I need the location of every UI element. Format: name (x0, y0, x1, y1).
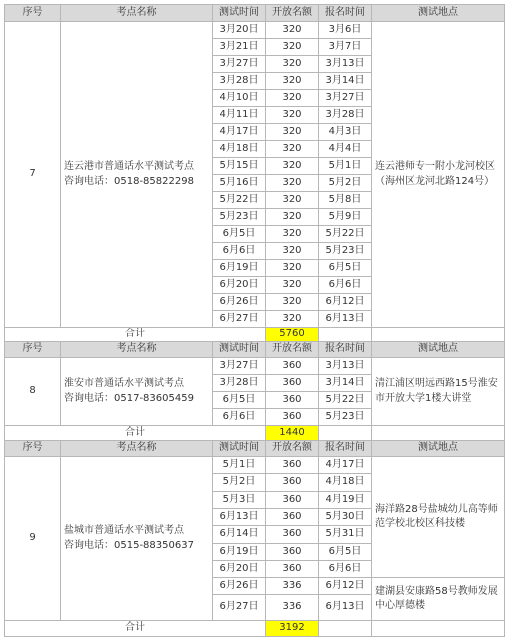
test-date-cell: 4月18日 (213, 141, 266, 158)
test-date-cell: 6月19日 (213, 260, 266, 277)
reg-date-cell: 6月6日 (319, 561, 372, 578)
seq-cell: 7 (5, 22, 61, 328)
total-empty-cell (319, 426, 372, 441)
test-date-cell: 6月6日 (213, 243, 266, 260)
reg-date-cell: 6月5日 (319, 544, 372, 561)
test-date-cell: 4月10日 (213, 90, 266, 107)
quota-cell: 320 (266, 175, 319, 192)
test-date-cell: 6月26日 (213, 578, 266, 595)
reg-date-cell: 3月13日 (319, 56, 372, 73)
center-name-cell (61, 457, 213, 621)
quota-cell: 360 (266, 392, 319, 409)
reg-date-cell: 6月12日 (319, 578, 372, 595)
reg-date-cell: 3月7日 (319, 39, 372, 56)
header-seq: 序号 (5, 5, 61, 22)
header-name: 考点名称 (61, 342, 213, 358)
header-loc: 测试地点 (372, 342, 505, 358)
header-row (5, 342, 505, 358)
test-date-cell: 6月20日 (213, 561, 266, 578)
reg-date-cell: 5月1日 (319, 158, 372, 175)
test-date-cell: 6月5日 (213, 226, 266, 243)
test-date-cell: 3月27日 (213, 358, 266, 375)
header-row (5, 441, 505, 457)
total-label: 合计 (5, 621, 266, 637)
total-empty-cell (372, 621, 505, 637)
quota-cell: 336 (266, 578, 319, 595)
center-name: 连云港市普通话水平测试考点 (64, 161, 194, 172)
quota-cell: 360 (266, 474, 319, 492)
exam-schedule-table (4, 4, 505, 637)
quota-cell: 360 (266, 375, 319, 392)
total-empty-cell (372, 426, 505, 441)
header-loc: 测试地点 (372, 441, 505, 457)
center-phone: 咨询电话：0515-88350637 (64, 539, 194, 551)
quota-cell: 360 (266, 526, 319, 544)
center-name: 盐城市普通话水平测试考点 (64, 525, 184, 536)
test-date-cell: 5月16日 (213, 175, 266, 192)
center-name-cell (61, 358, 213, 426)
header-quota: 开放名额 (266, 5, 319, 22)
quota-cell: 320 (266, 90, 319, 107)
quota-cell: 320 (266, 107, 319, 124)
reg-date-cell: 5月8日 (319, 192, 372, 209)
quota-cell: 360 (266, 409, 319, 426)
header-reg: 报名时间 (319, 342, 372, 358)
seq-cell: 9 (5, 457, 61, 621)
header-seq: 序号 (5, 342, 61, 358)
reg-date-cell: 5月2日 (319, 175, 372, 192)
reg-date-cell: 6月13日 (319, 311, 372, 328)
table-row (5, 22, 505, 39)
total-empty-cell (372, 328, 505, 342)
quota-cell: 320 (266, 124, 319, 141)
test-date-cell: 6月14日 (213, 526, 266, 544)
reg-date-cell: 3月14日 (319, 73, 372, 90)
quota-cell: 360 (266, 509, 319, 526)
test-date-cell: 4月11日 (213, 107, 266, 124)
reg-date-cell: 5月9日 (319, 209, 372, 226)
header-quota: 开放名额 (266, 441, 319, 457)
center-name: 淮安市普通话水平测试考点 (64, 378, 184, 389)
test-date-cell: 5月23日 (213, 209, 266, 226)
test-date-cell: 6月26日 (213, 294, 266, 311)
header-reg: 报名时间 (319, 441, 372, 457)
header-date: 测试时间 (213, 5, 266, 22)
quota-cell: 320 (266, 294, 319, 311)
test-date-cell: 3月20日 (213, 22, 266, 39)
quota-cell: 320 (266, 73, 319, 90)
reg-date-cell: 6月13日 (319, 595, 372, 621)
reg-date-cell: 3月28日 (319, 107, 372, 124)
quota-cell: 320 (266, 158, 319, 175)
reg-date-cell: 3月6日 (319, 22, 372, 39)
reg-date-cell: 5月23日 (319, 409, 372, 426)
quota-cell: 336 (266, 595, 319, 621)
test-date-cell: 6月13日 (213, 509, 266, 526)
reg-date-cell: 4月19日 (319, 492, 372, 509)
test-date-cell: 3月28日 (213, 73, 266, 90)
test-date-cell: 6月27日 (213, 311, 266, 328)
reg-date-cell: 4月4日 (319, 141, 372, 158)
test-date-cell: 3月28日 (213, 375, 266, 392)
test-date-cell: 4月17日 (213, 124, 266, 141)
center-phone: 咨询电话：0518-85822298 (64, 175, 194, 187)
test-date-cell: 5月3日 (213, 492, 266, 509)
quota-cell: 360 (266, 561, 319, 578)
test-date-cell: 6月27日 (213, 595, 266, 621)
quota-cell: 320 (266, 311, 319, 328)
reg-date-cell: 5月23日 (319, 243, 372, 260)
reg-date-cell: 3月14日 (319, 375, 372, 392)
header-loc: 测试地点 (372, 5, 505, 22)
quota-cell: 360 (266, 492, 319, 509)
header-seq: 序号 (5, 441, 61, 457)
quota-cell: 320 (266, 39, 319, 56)
reg-date-cell: 5月31日 (319, 526, 372, 544)
table-row (5, 358, 505, 375)
reg-date-cell: 5月22日 (319, 226, 372, 243)
header-name: 考点名称 (61, 441, 213, 457)
reg-date-cell: 4月18日 (319, 474, 372, 492)
total-value: 5760 (266, 328, 319, 342)
location-cell: 清江浦区明远西路15号淮安市开放大学1楼大讲堂 (372, 358, 505, 426)
reg-date-cell: 3月27日 (319, 90, 372, 107)
quota-cell: 320 (266, 192, 319, 209)
total-row (5, 621, 505, 637)
quota-cell: 360 (266, 358, 319, 375)
header-reg: 报名时间 (319, 5, 372, 22)
reg-date-cell: 4月17日 (319, 457, 372, 474)
header-date: 测试时间 (213, 441, 266, 457)
quota-cell: 320 (266, 141, 319, 158)
quota-cell: 360 (266, 544, 319, 561)
reg-date-cell: 5月30日 (319, 509, 372, 526)
test-date-cell: 6月6日 (213, 409, 266, 426)
test-date-cell: 3月21日 (213, 39, 266, 56)
reg-date-cell: 5月22日 (319, 392, 372, 409)
header-date: 测试时间 (213, 342, 266, 358)
quota-cell: 320 (266, 56, 319, 73)
test-date-cell: 5月22日 (213, 192, 266, 209)
test-date-cell: 6月5日 (213, 392, 266, 409)
test-date-cell: 5月1日 (213, 457, 266, 474)
reg-date-cell: 4月3日 (319, 124, 372, 141)
total-label: 合计 (5, 328, 266, 342)
location-cell: 连云港师专一附小龙河校区（海州区龙河北路124号） (372, 22, 505, 328)
quota-cell: 320 (266, 243, 319, 260)
header-name: 考点名称 (61, 5, 213, 22)
total-label: 合计 (5, 426, 266, 441)
reg-date-cell: 3月13日 (319, 358, 372, 375)
quota-cell: 360 (266, 457, 319, 474)
quota-cell: 320 (266, 277, 319, 294)
quota-cell: 320 (266, 260, 319, 277)
quota-cell: 320 (266, 226, 319, 243)
reg-date-cell: 6月12日 (319, 294, 372, 311)
total-empty-cell (319, 621, 372, 637)
total-value: 3192 (266, 621, 319, 637)
test-date-cell: 6月19日 (213, 544, 266, 561)
reg-date-cell: 6月5日 (319, 260, 372, 277)
total-empty-cell (319, 328, 372, 342)
center-name-cell (61, 22, 213, 328)
header-quota: 开放名额 (266, 342, 319, 358)
location-cell: 海洋路28号盐城幼儿高等师范学校北校区科技楼 (372, 457, 505, 578)
test-date-cell: 3月27日 (213, 56, 266, 73)
quota-cell: 320 (266, 22, 319, 39)
header-row (5, 5, 505, 22)
reg-date-cell: 6月6日 (319, 277, 372, 294)
test-date-cell: 5月2日 (213, 474, 266, 492)
total-row (5, 426, 505, 441)
quota-cell: 320 (266, 209, 319, 226)
total-value: 1440 (266, 426, 319, 441)
seq-cell: 8 (5, 358, 61, 426)
table-row (5, 457, 505, 474)
center-phone: 咨询电话：0517-83605459 (64, 392, 194, 404)
test-date-cell: 5月15日 (213, 158, 266, 175)
table-body (5, 5, 505, 637)
test-date-cell: 6月20日 (213, 277, 266, 294)
location-cell: 建湖县安康路58号教师发展中心厚德楼 (372, 578, 505, 621)
total-row (5, 328, 505, 342)
